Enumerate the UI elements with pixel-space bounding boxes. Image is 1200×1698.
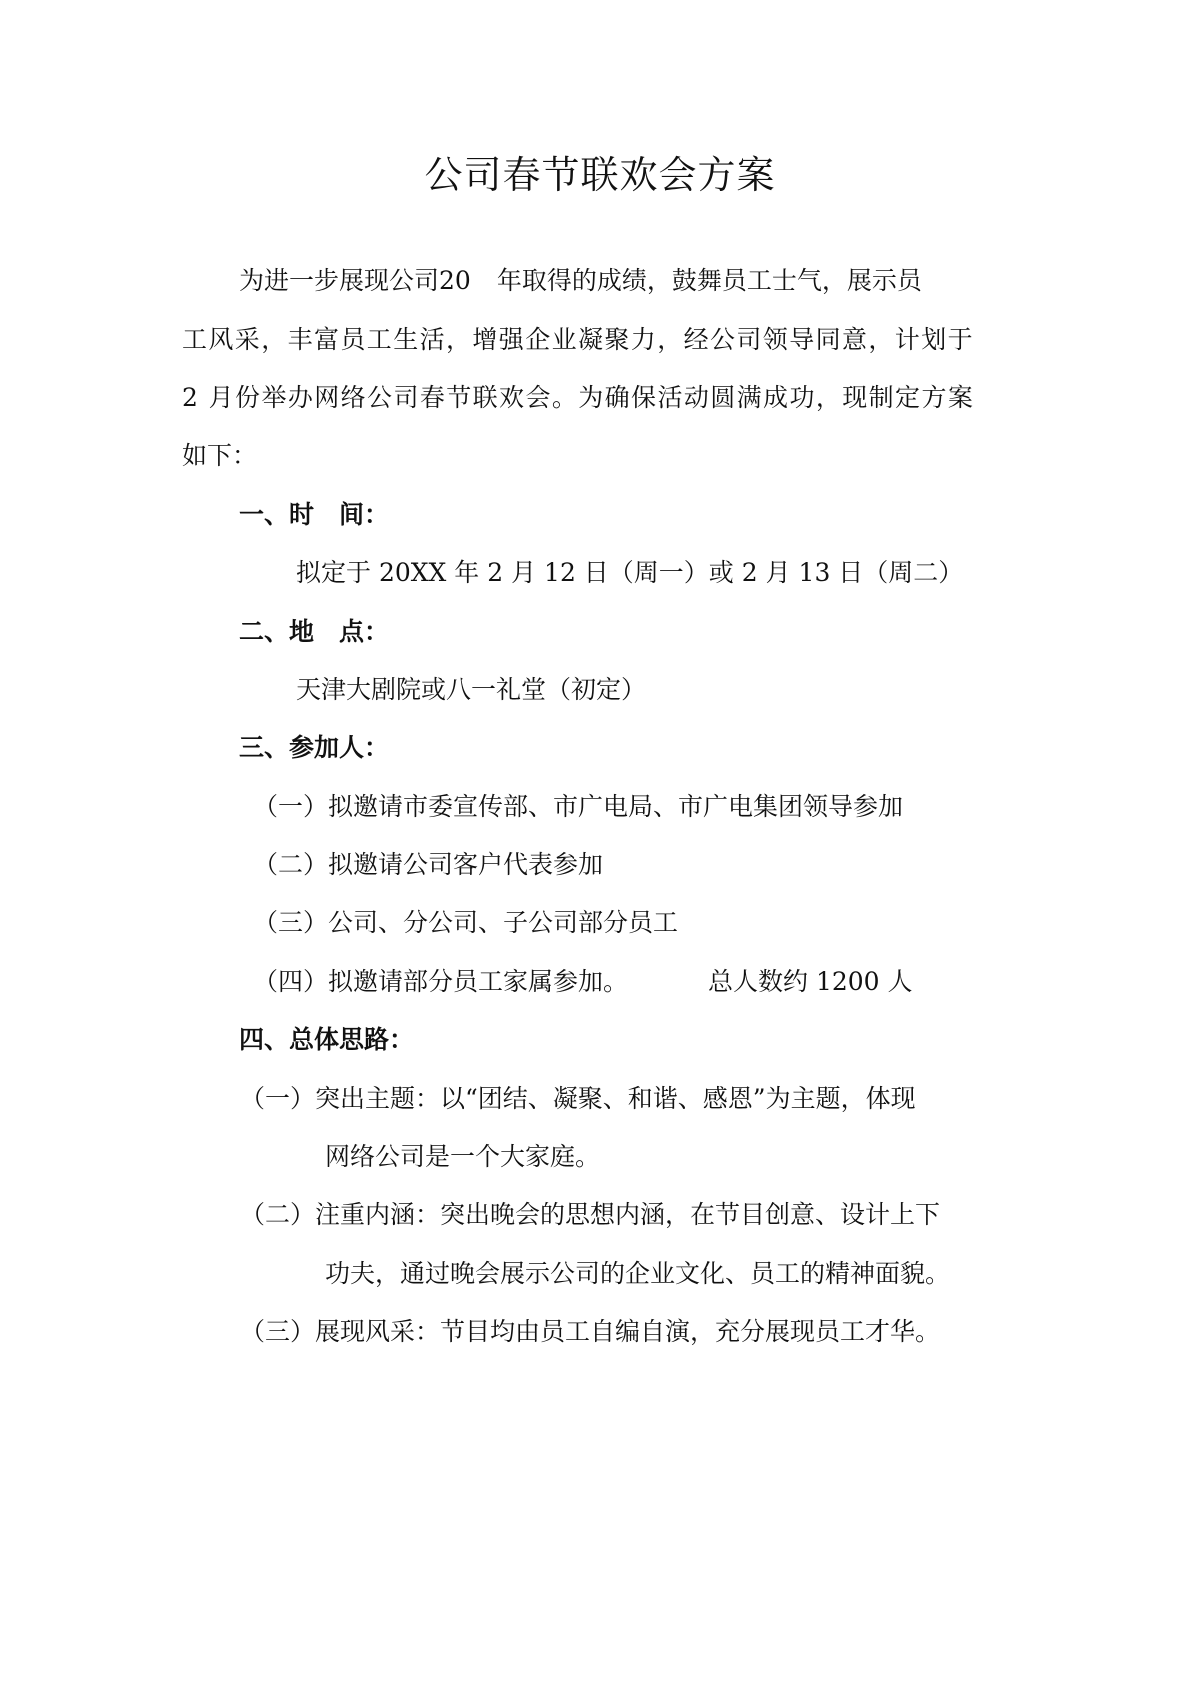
participants-total: 总人数约 1200 人 <box>708 967 913 996</box>
idea-item-2-continued: 功夫，通过晚会展示公司的企业文化、员工的精神面貌。 <box>325 1259 951 1288</box>
participants-item-2: （二）拟邀请公司客户代表参加 <box>253 850 604 879</box>
section-heading-overall-idea: 四、总体思路： <box>239 1025 415 1054</box>
idea-item-2: （二）注重内涵：突出晚会的思想内涵，在节目创意、设计上下 <box>240 1200 941 1229</box>
idea-item-1: （一）突出主题：以“团结、凝聚、和谐、感恩”为主题，体现 <box>240 1084 916 1113</box>
section-heading-location: 二、地 点： <box>239 617 390 646</box>
intro-line-2: 工风采，丰富员工生活，增强企业凝聚力，经公司领导同意，计划于 <box>182 325 975 354</box>
intro-line-1 <box>239 261 922 301</box>
idea-item-3: （三）展现风采：节目均由员工自编自演，充分展现员工才华。 <box>240 1317 941 1346</box>
section-heading-time: 一、时 间： <box>239 500 390 529</box>
intro-line-4: 如下： <box>182 441 258 470</box>
participants-item-1: （一）拟邀请市委宣传部、市广电局、市广电集团领导参加 <box>253 792 904 821</box>
intro-line-1-part-2: 年取得的成绩，鼓舞员工士气，展示员 <box>496 266 922 295</box>
participants-item-4-text: （四）拟邀请部分员工家属参加。 <box>253 967 629 996</box>
idea-item-1-continued: 网络公司是一个大家庭。 <box>325 1142 601 1171</box>
section-time-detail: 拟定于 20XX 年 2 月 12 日（周一）或 2 月 13 日（周二） <box>296 558 964 587</box>
participants-item-3: （三）公司、分公司、子公司部分员工 <box>253 908 679 937</box>
participants-item-4 <box>253 962 913 1002</box>
section-location-detail: 天津大剧院或八一礼堂（初定） <box>296 675 647 704</box>
section-heading-participants: 三、参加人： <box>239 733 390 762</box>
intro-line-3: 2 月份举办网络公司春节联欢会。为确保活动圆满成功，现制定方案 <box>182 383 975 412</box>
intro-line-1-part-1: 为进一步展现公司20 <box>239 266 471 295</box>
document-title: 公司春节联欢会方案 <box>424 153 776 197</box>
